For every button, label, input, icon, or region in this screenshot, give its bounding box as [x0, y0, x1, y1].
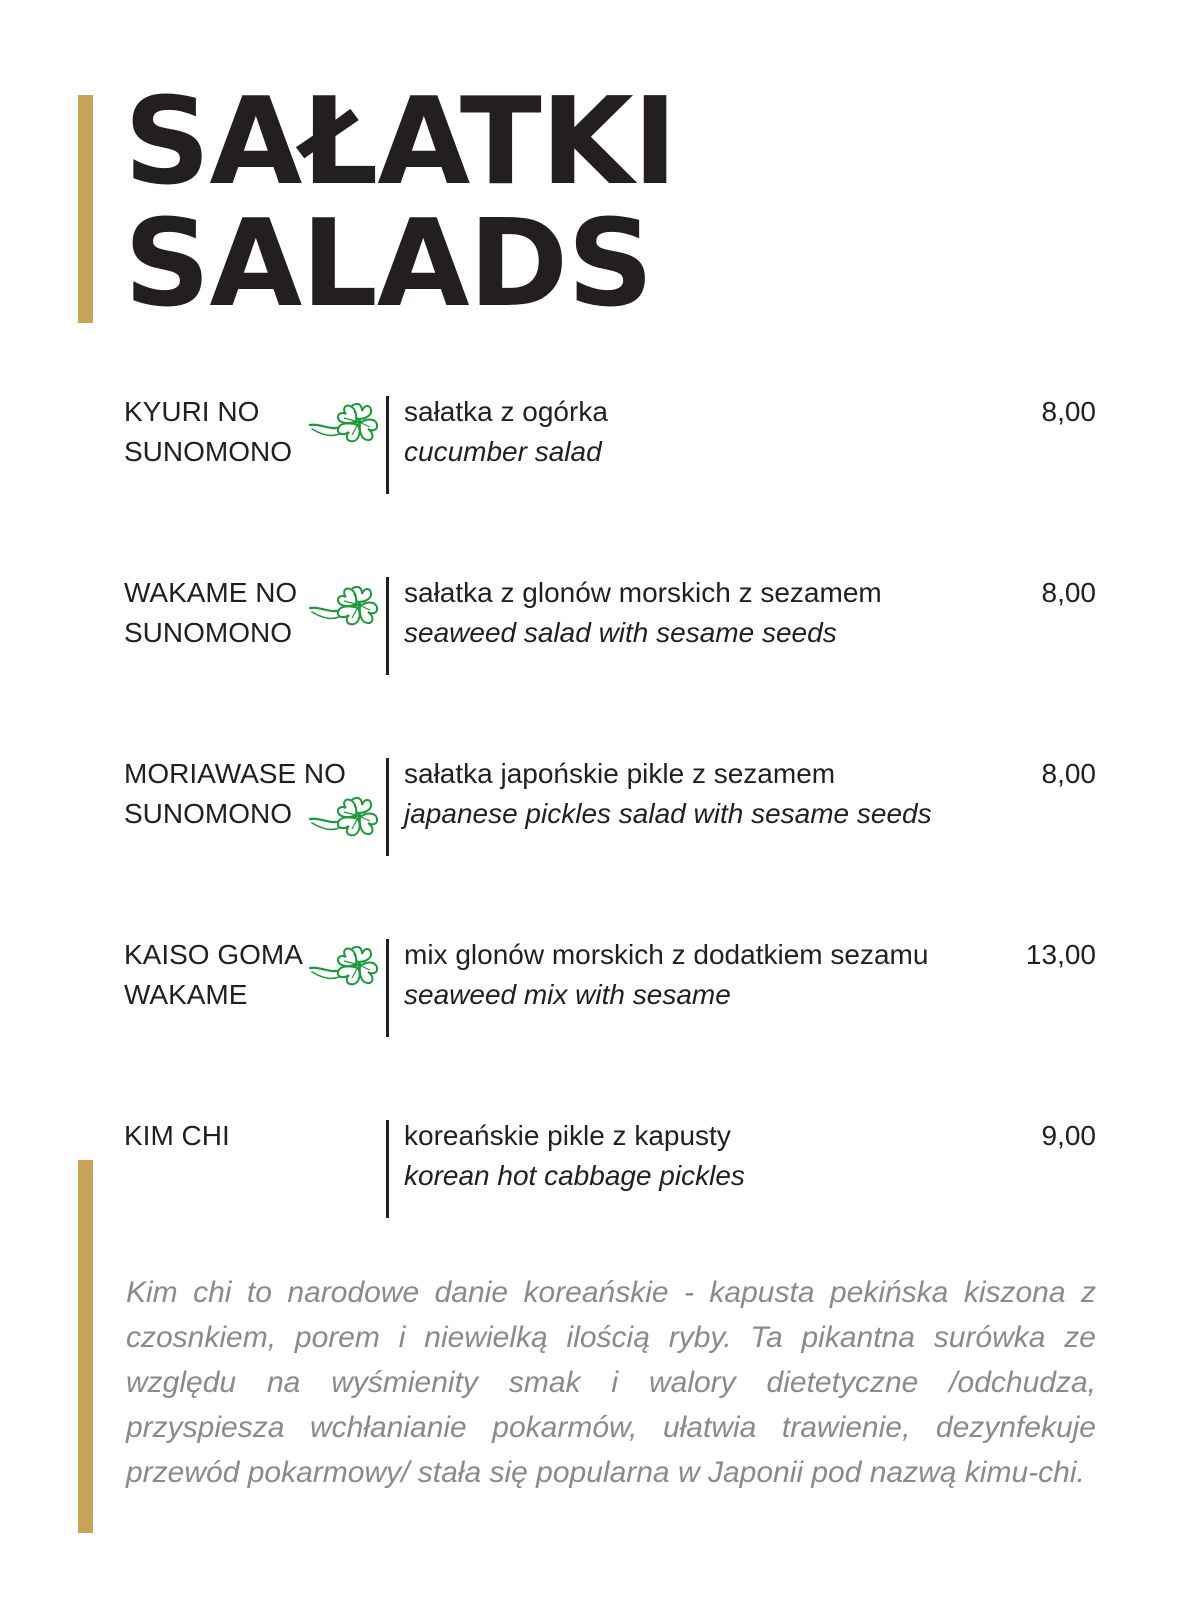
item-description: [404, 754, 932, 834]
description-polish: koreańskie pikle z kapusty: [404, 1120, 731, 1151]
item-name: KYURI NO SUNOMONO: [124, 396, 292, 467]
item-description: [404, 573, 882, 653]
description-polish: sałatka z glonów morskich z sezamem: [404, 577, 882, 608]
description-english: seaweed salad with sesame seeds: [404, 617, 837, 648]
description-english: japanese pickles salad with sesame seeds: [404, 798, 932, 829]
item-divider: [386, 577, 389, 675]
item-name: KIM CHI: [124, 1120, 230, 1151]
item-description: [404, 1116, 745, 1196]
description-polish: mix glonów morskich z dodatkiem sezamu: [404, 939, 929, 970]
note-accent-bar: [78, 1160, 93, 1533]
item-description: [404, 392, 608, 472]
item-divider: [386, 939, 389, 1037]
item-price: 8,00: [1041, 396, 1096, 427]
item-divider: [386, 758, 389, 856]
title-english: SALADS: [124, 195, 653, 334]
item-name: WAKAME NO SUNOMONO: [124, 577, 298, 648]
kimchi-note: Kim chi to narodowe danie koreańskie - kapusta pekińska kiszona z czosnkiem, porem i niewielką ilością ryby. Ta pikantna surówka ze względu na wyśmienity smak i walory dietetyczne /odchudza, przyspiesza wchłanianie pokarmów, ułatwia trawienie, dezynfekuje przewód pokarmowy/ stała się popularna w Japonii pod nazwą kimu-chi.: [126, 1276, 1096, 1489]
clover-icon: [308, 939, 380, 993]
item-divider: [386, 396, 389, 494]
menu-item: [0, 754, 1200, 884]
item-price: 8,00: [1041, 758, 1096, 789]
page-title: [124, 73, 677, 334]
menu-item: [0, 1116, 1200, 1246]
description-english: cucumber salad: [404, 436, 602, 467]
menu-item: [0, 573, 1200, 703]
clover-icon: [308, 790, 380, 844]
description-polish: sałatka japońskie pikle z sezamem: [404, 758, 836, 789]
description-english: seaweed mix with sesame: [404, 979, 731, 1010]
title-accent-bar: [78, 95, 93, 323]
item-description: [404, 935, 928, 1015]
clover-icon: [308, 396, 380, 450]
item-name: KAISO GOMA WAKAME: [124, 939, 303, 1010]
description-english: korean hot cabbage pickles: [404, 1160, 745, 1191]
clover-icon: [308, 579, 380, 633]
menu-item: [0, 392, 1200, 522]
item-divider: [386, 1120, 389, 1218]
title-polish: SAŁATKI: [124, 73, 677, 212]
item-price: 9,00: [1041, 1120, 1096, 1151]
item-price: 8,00: [1041, 577, 1096, 608]
menu-item: [0, 935, 1200, 1065]
description-polish: sałatka z ogórka: [404, 396, 608, 427]
item-price: 13,00: [1025, 939, 1096, 970]
item-name: MORIAWASE NO SUNOMONO: [124, 758, 346, 829]
